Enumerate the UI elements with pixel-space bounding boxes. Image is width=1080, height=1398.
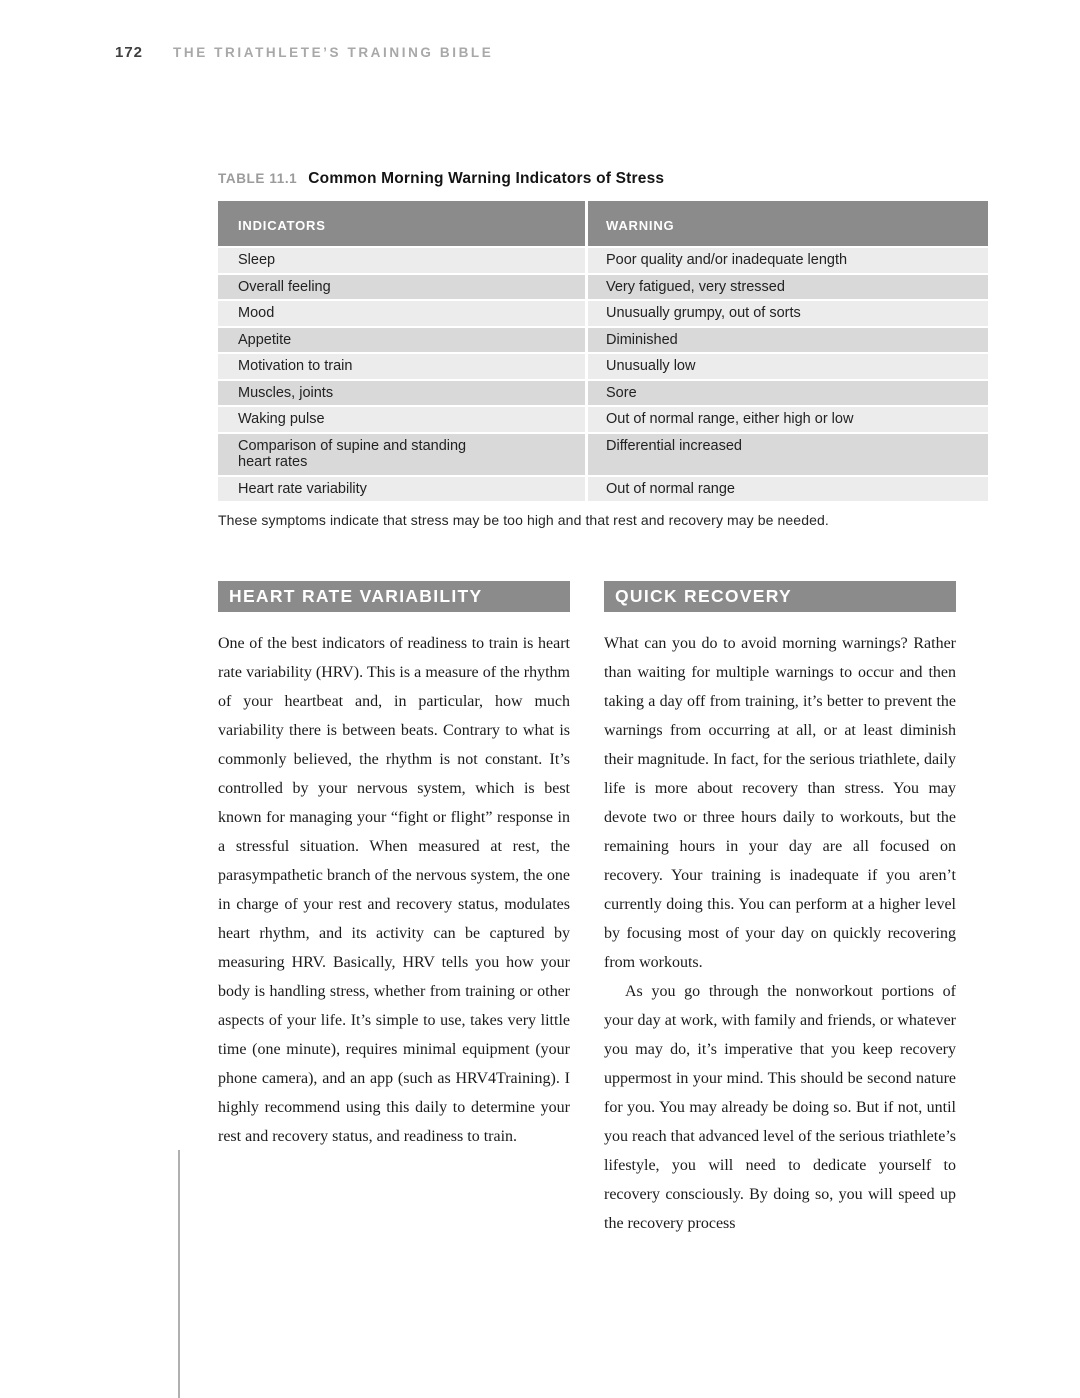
table-row <box>218 405 988 432</box>
table-footnote: These symptoms indicate that stress may be too high and that rest and recovery may be needed. <box>218 512 829 528</box>
table-label: TABLE 11.1 <box>218 171 298 186</box>
paragraph-quick-recovery-1: What can you do to avoid morning warnings? Rather than waiting for multiple warnings to occur and then taking a day off from training, it’s better to prevent the warnings from occurring at all, or at least diminish their magnitude. In fact, for the serious triathlete, daily life is more about recovery than stress. You may devote two or three hours daily to workouts, but the remaining hours in your day are all focused on recovery. Your training is inadequate if you aren’t currently doing this. You can perform at a higher level by focusing most of your day on quickly recovering from workouts. <box>604 635 956 971</box>
section-quick-recovery <box>604 581 956 1238</box>
table-body <box>218 246 988 501</box>
book-title: THE TRIATHLETE’S TRAINING BIBLE <box>173 45 494 60</box>
cell-warning: Out of normal range, either high or low <box>585 407 988 432</box>
table-header-row <box>218 201 988 246</box>
cell-warning: Unusually low <box>585 354 988 379</box>
table-row <box>218 432 988 475</box>
cell-warning: Diminished <box>585 328 988 353</box>
cell-indicator: Motivation to train <box>238 358 353 374</box>
table-title: Common Morning Warning Indicators of Stress <box>308 170 665 187</box>
table-row <box>218 326 988 353</box>
page-number: 172 <box>115 44 144 61</box>
cell-indicator: Muscles, joints <box>238 384 334 401</box>
section-heading-quick-recovery: QUICK RECOVERY <box>604 581 956 612</box>
cell-indicator: Mood <box>238 305 275 321</box>
cell-indicator: Sleep <box>238 252 276 268</box>
table-row <box>218 475 988 502</box>
cell-indicator: Comparison of supine and standing heart rates <box>238 437 467 470</box>
table-row <box>218 352 988 379</box>
column-header-warning: WARNING <box>585 201 988 246</box>
table-row <box>218 273 988 300</box>
cell-warning: Differential increased <box>585 434 988 475</box>
paragraph-quick-recovery-2: As you go through the nonworkout portions of your day at work, with family and friends, or whatever you may do, it’s imperative that you keep recovery uppermost in your mind. This should be second nature for you. You may already be doing so. But if not, until you reach that advanced level of the serious triathlete’s lifestyle, you will need to dedicate yourself to recovery consciously. By doing so, you will speed up the recovery process <box>604 983 956 1232</box>
table-row <box>218 246 988 273</box>
table-row <box>218 379 988 406</box>
section-heart-rate-variability <box>218 581 570 1238</box>
cell-warning: Out of normal range <box>585 477 988 502</box>
stress-indicators-table <box>218 201 988 501</box>
table-row <box>218 299 988 326</box>
margin-rule <box>178 1150 180 1398</box>
cell-indicator: Waking pulse <box>238 411 325 427</box>
cell-indicator: Appetite <box>238 331 292 348</box>
cell-indicator: Overall feeling <box>238 278 331 295</box>
cell-warning: Sore <box>585 381 988 406</box>
column-header-indicators: INDICATORS <box>238 218 326 233</box>
cell-warning: Very fatigued, very stressed <box>585 275 988 300</box>
section-heading-hrv: HEART RATE VARIABILITY <box>218 581 570 612</box>
two-column-layout <box>218 581 988 1238</box>
paragraph-hrv: One of the best indicators of readiness to train is heart rate variability (HRV). This is a measure of the rhythm of your heartbeat and, in particular, how much variability there is between beats. Contrary to what is commonly believed, the rhythm is not constant. It’s controlled by your nervous system, which is best known for managing your “fight or flight” response in a stressful situation. When measured at rest, the parasympathetic branch of the nervous system, the one in charge of your rest and recovery status, modulates heart rhythm, and its activity can be captured by measuring HRV. Basically, HRV tells you how your body is handling stress, whether from training or other aspects of your life. It’s simple to use, takes very little time (one minute), requires minimal equipment (your phone camera), and an app (such as HRV4Training). I highly recommend using this daily to determine your rest and recovery status, and readiness to train. <box>218 635 570 1145</box>
cell-indicator: Heart rate variability <box>238 480 367 497</box>
table-caption <box>218 170 988 188</box>
page-content <box>218 170 988 1238</box>
cell-warning: Poor quality and/or inadequate length <box>585 248 988 273</box>
cell-warning: Unusually grumpy, out of sorts <box>585 301 988 326</box>
running-head <box>115 44 493 61</box>
